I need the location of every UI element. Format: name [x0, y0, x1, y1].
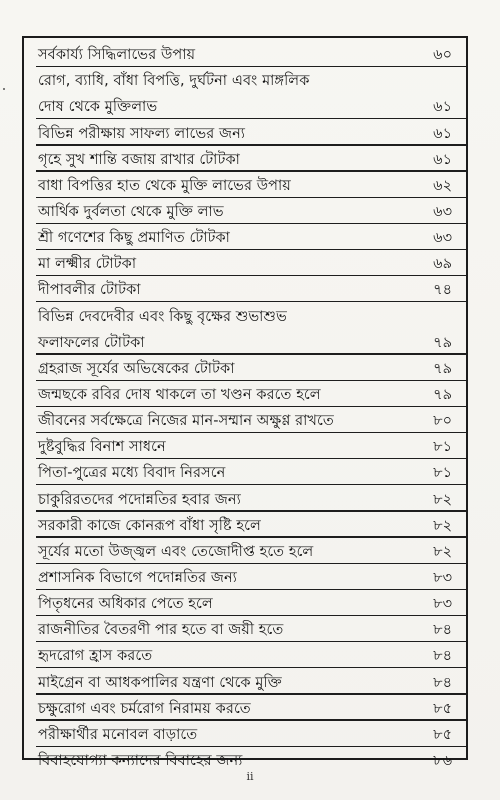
toc-entry-title: চক্ষুরোগ এবং চর্মরোগ নিরাময় করতে [38, 700, 251, 717]
toc-entry-title: সরকারী কাজে কোনরূপ বাঁধা সৃষ্টি হলে [38, 517, 261, 534]
page-number: ii [246, 770, 254, 783]
toc-entry [24, 146, 466, 172]
toc-entry-title: সর্বকার্য্য সিদ্ধিলাভের উপায় [38, 47, 196, 64]
toc-entry-page-number: ৭৪ [433, 282, 452, 299]
toc-entry [24, 642, 466, 668]
toc-entry-page-number: ৮০ [433, 413, 452, 430]
toc-entry-title: গৃহে সুখ শান্তি বজায় রাখার টোটকা [38, 151, 240, 168]
toc-entry-title: শ্রী গণেশের কিছু প্রমাণিত টোটকা [38, 230, 230, 247]
toc-entry-page-number: ৭৯ [433, 360, 452, 377]
toc-entry-title: জীবনের সর্বক্ষেত্রে নিজের মান-সম্মান অক্ষুণ্ণ রাখতে [38, 413, 334, 430]
toc-entry [24, 93, 466, 119]
toc-entry-title: দীপাবলীর টোটকা [38, 282, 141, 299]
toc-entry-title: প্রশাসনিক বিভাগে পদোন্নতির জন্য [38, 569, 237, 586]
table-of-contents-list [24, 41, 466, 773]
toc-entry [24, 564, 466, 590]
toc-entry-page-number: ৬০ [433, 47, 452, 64]
toc-entry-page-number: ৮৪ [433, 674, 452, 691]
toc-entry [24, 198, 466, 224]
toc-entry-page-number: ৮৩ [433, 596, 452, 613]
toc-entry-page-number: ৭৯ [433, 386, 452, 403]
toc-entry-title: বিভিন্ন পরীক্ষায় সাফল্য লাভের জন্য [38, 125, 246, 142]
toc-entry [24, 616, 466, 642]
toc-entry-title: দুষ্টবুদ্ধির বিনাশ সাধনে [38, 439, 166, 456]
toc-entry [24, 67, 466, 93]
toc-entry-title: পরীক্ষার্থীর মনোবল বাড়াতে [38, 726, 198, 743]
toc-entry [24, 538, 466, 564]
toc-entry [24, 721, 466, 747]
toc-entry [24, 302, 466, 328]
toc-entry-page-number: ৮৬ [433, 752, 452, 769]
toc-entry-page-number: ৮১ [433, 465, 452, 482]
toc-entry [24, 485, 466, 511]
toc-entry [24, 276, 466, 302]
toc-entry [24, 668, 466, 694]
toc-entry [24, 381, 466, 407]
toc-entry-page-number: ৮৪ [433, 648, 452, 665]
toc-entry [24, 433, 466, 459]
toc-entry-page-number: ৬৯ [433, 256, 452, 273]
toc-entry-page-number: ৮১ [433, 439, 452, 456]
toc-entry-title: পিতা-পুত্রের মধ্যে বিবাদ নিরসনে [38, 465, 226, 482]
toc-entry [24, 329, 466, 355]
toc-entry-title: বিবাহযোগ্যা কন্যাদের বিবাহের জন্য [38, 752, 243, 769]
toc-entry-page-number: ৮৫ [433, 726, 452, 743]
toc-entry [24, 224, 466, 250]
toc-entry-page-number: ৮৩ [433, 569, 452, 586]
toc-entry-page-number: ৬১ [433, 125, 452, 142]
toc-entry-title: মাইগ্রেন বা আধকপালির যন্ত্রণা থেকে মুক্তি [38, 674, 282, 691]
toc-entry-title: জন্মছকে রবির দোষ থাকলে তা খণ্ডন করতে হলে [38, 386, 321, 403]
toc-entry-title: দোষ থেকে মুক্তিলাভ [38, 99, 158, 116]
toc-entry-page-number: ৮২ [433, 543, 452, 560]
toc-entry-title: সূর্যের মতো উজ্জ্বল এবং তেজোদীপ্ত হতে হলে [38, 543, 314, 560]
toc-entry-title: রোগ, ব্যাধি, বাঁধা বিপত্তি, দুর্ঘটনা এবং মাঙ্গলিক [38, 73, 310, 90]
toc-entry-title: চাকুরিরতদের পদোন্নতির হবার জন্য [38, 491, 241, 508]
toc-entry-page-number: ৮৫ [433, 700, 452, 717]
toc-entry [24, 590, 466, 616]
toc-entry-page-number: ৬১ [433, 99, 452, 116]
toc-entry [24, 459, 466, 485]
toc-entry-title: গ্রহরাজ সূর্যের অভিষেকের টোটকা [38, 360, 235, 377]
toc-entry-title: রাজনীতির বৈতরণী পার হতে বা জয়ী হতে [38, 622, 284, 639]
toc-entry-title: মা লক্ষ্মীর টোটকা [38, 256, 137, 273]
toc-entry-page-number: ৬১ [433, 151, 452, 168]
toc-entry-page-number: ৬২ [433, 177, 452, 194]
table-of-contents-box [22, 36, 468, 769]
toc-entry [24, 41, 466, 67]
toc-entry-title: আর্থিক দুর্বলতা থেকে মুক্তি লাভ [38, 203, 224, 220]
margin-speck [3, 88, 5, 90]
toc-entry [24, 695, 466, 721]
toc-entry-page-number: ৬৩ [433, 203, 452, 220]
toc-entry [24, 250, 466, 276]
toc-entry [24, 407, 466, 433]
toc-entry-page-number: ৮২ [433, 517, 452, 534]
toc-entry-title: পিতৃধনের অধিকার পেতে হলে [38, 596, 213, 613]
toc-entry-title: বাধা বিপত্তির হাত থেকে মুক্তি লাভের উপায় [38, 177, 291, 194]
toc-entry-page-number: ৭৯ [433, 334, 452, 351]
toc-entry-title: হৃদরোগ হ্রাস করতে [38, 648, 153, 665]
toc-entry-page-number: ৬৩ [433, 230, 452, 247]
toc-entry-page-number: ৮৪ [433, 622, 452, 639]
toc-entry-title: ফলাফলের টোটকা [38, 334, 145, 351]
toc-entry [24, 172, 466, 198]
toc-entry [24, 355, 466, 381]
toc-entry-title: বিভিন্ন দেবদেবীর এবং কিছু বৃক্ষের শুভাশুভ [38, 308, 287, 325]
toc-entry-page-number: ৮২ [433, 491, 452, 508]
toc-entry [24, 119, 466, 145]
toc-entry [24, 512, 466, 538]
